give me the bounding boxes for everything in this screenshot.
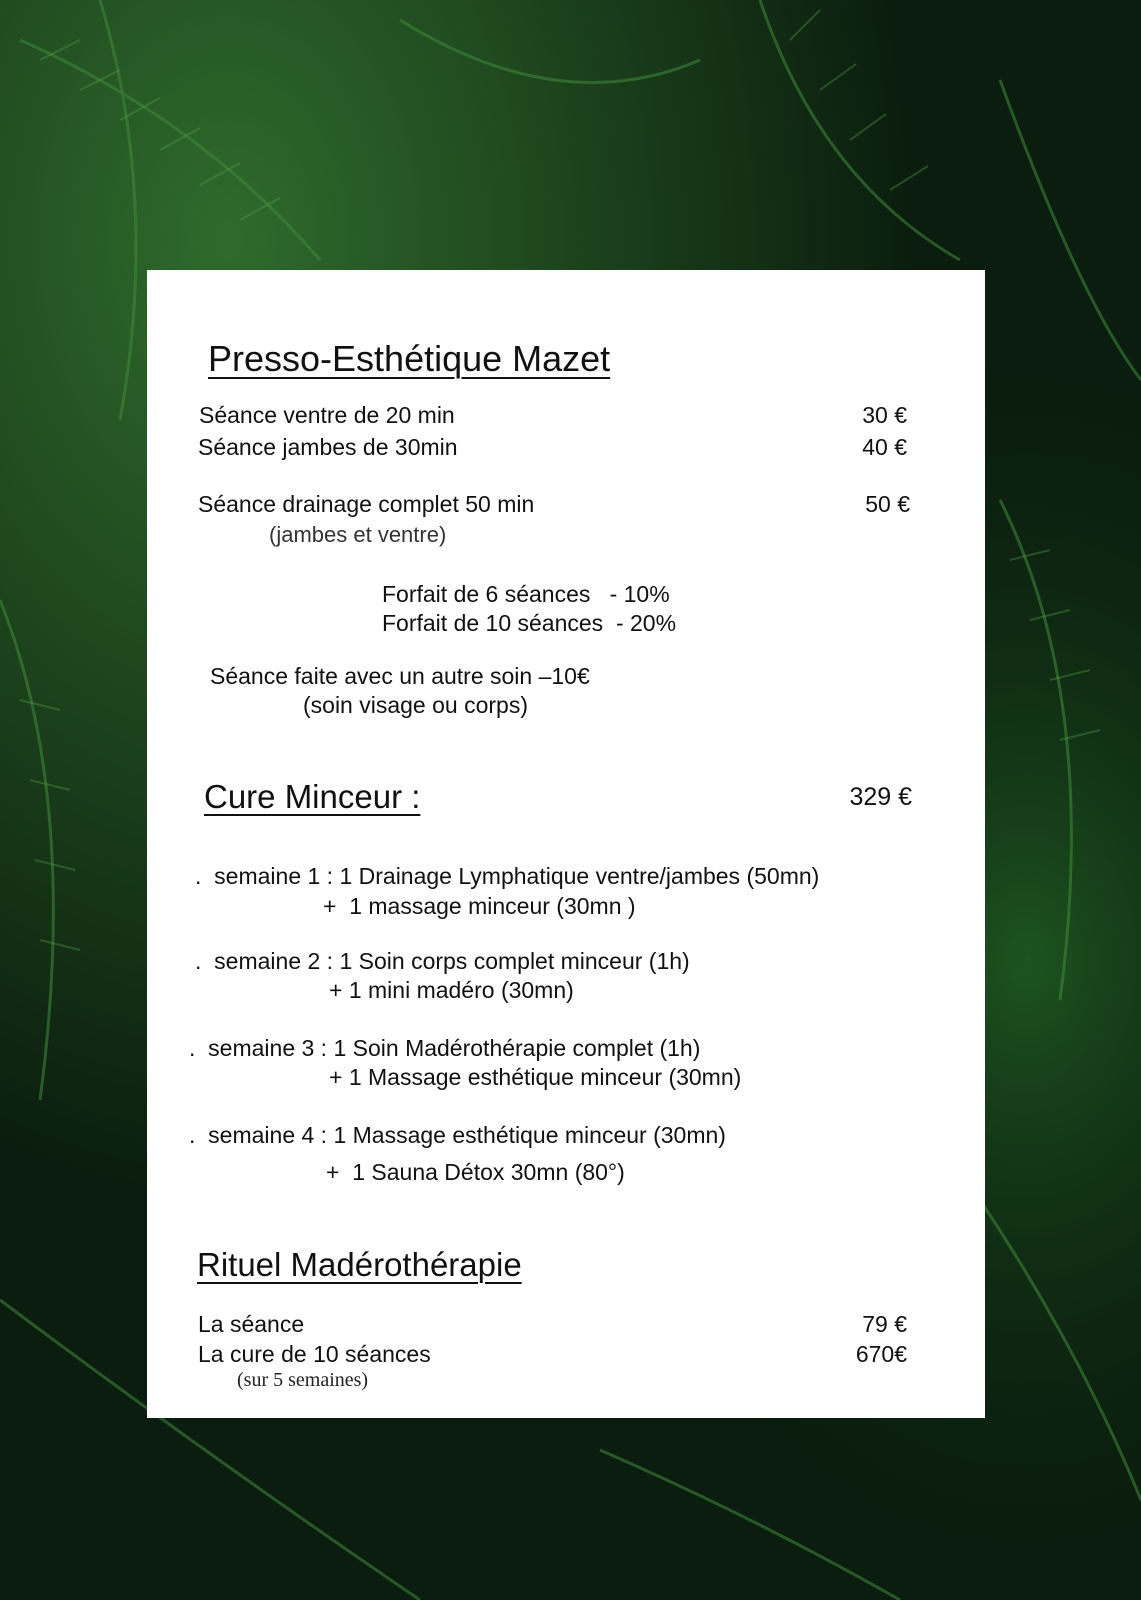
- section-title-presso: Presso-Esthétique Mazet: [208, 338, 611, 379]
- combo-note: (soin visage ou corps): [303, 692, 528, 718]
- week-line: . semaine 1 : 1 Drainage Lymphatique ventre/jambes (50mn): [195, 863, 820, 889]
- list-item-label: La séance: [198, 1311, 305, 1337]
- week-line: + 1 Sauna Détox 30mn (80°): [326, 1159, 625, 1185]
- list-item-note: (sur 5 semaines): [237, 1369, 369, 1391]
- price-list-card: [147, 270, 985, 1418]
- cure-price: 329 €: [849, 783, 912, 811]
- week-line: . semaine 4 : 1 Massage esthétique minceur (30mn): [189, 1122, 726, 1148]
- forfait-line: Forfait de 6 séances - 10%: [382, 581, 670, 607]
- week-line: + 1 massage minceur (30mn ): [323, 893, 636, 919]
- week-line: . semaine 3 : 1 Soin Madérothérapie complet (1h): [189, 1035, 701, 1061]
- week-line: + 1 Massage esthétique minceur (30mn): [329, 1064, 742, 1090]
- list-item-price: 40 €: [862, 434, 907, 460]
- list-item-label: La cure de 10 séances: [198, 1341, 431, 1367]
- section-title-cure: Cure Minceur :: [204, 778, 421, 815]
- combo-label: Séance faite avec un autre soin –10€: [210, 663, 590, 689]
- section-title-rituel: Rituel Madérothérapie: [197, 1246, 522, 1283]
- list-item-price: 670€: [855, 1341, 907, 1367]
- list-item-label: Séance drainage complet 50 min: [198, 491, 535, 517]
- list-item-label: Séance ventre de 20 min: [199, 402, 455, 428]
- list-item-price: 79 €: [862, 1311, 907, 1337]
- list-item-price: 50 €: [865, 491, 910, 517]
- week-line: . semaine 2 : 1 Soin corps complet minceur (1h): [195, 948, 690, 974]
- list-item-note: (jambes et ventre): [269, 522, 447, 547]
- week-line: + 1 mini madéro (30mn): [329, 977, 574, 1003]
- list-item-label: Séance jambes de 30min: [198, 434, 458, 460]
- forfait-line: Forfait de 10 séances - 20%: [382, 610, 677, 636]
- list-item-price: 30 €: [862, 402, 907, 428]
